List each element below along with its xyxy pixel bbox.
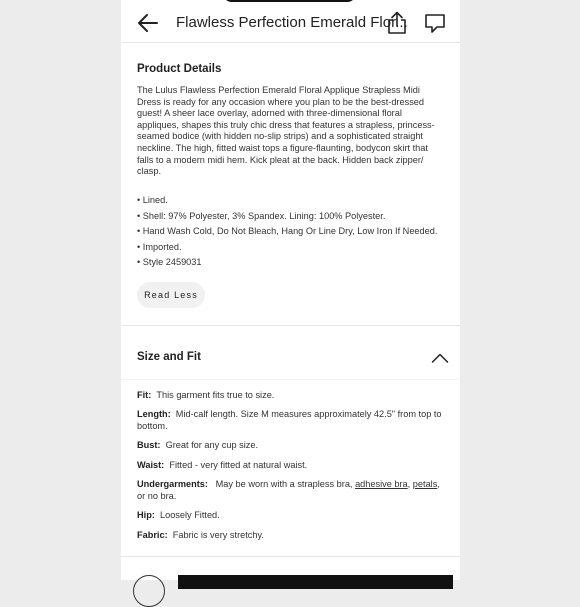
undergarments-separator: , (407, 479, 411, 489)
bottom-banner (178, 575, 453, 589)
bust-row (137, 440, 447, 452)
product-details-heading: Product Details (137, 63, 222, 75)
arrow-left-icon[interactable] (137, 12, 159, 34)
fit-row (137, 390, 447, 402)
undergarments-label: Undergarments: (137, 479, 208, 489)
bullet-imported: • Imported. (137, 241, 182, 252)
page-title: Flawless Perfection Emerald Flor... (176, 14, 408, 31)
bust-label: Bust: (137, 440, 161, 450)
fabric-label: Fabric: (137, 530, 168, 540)
length-value: Mid-calf length. Size M measures approximately 42.5" from top to bottom. (137, 409, 442, 431)
hip-row (137, 510, 447, 522)
bullet-material: • Shell: 97% Polyester, 3% Spandex. Lining: 100% Polyester. (137, 210, 386, 221)
hip-label: Hip: (137, 510, 155, 520)
fabric-value: Fabric is very stretchy. (172, 530, 264, 540)
avatar[interactable] (133, 575, 165, 607)
bullet-style: • Style 2459031 (137, 257, 202, 267)
adhesive-bra-link[interactable]: adhesive bra (355, 479, 408, 489)
section-divider (121, 325, 460, 326)
waist-label: Waist: (137, 460, 165, 470)
share-icon[interactable] (386, 11, 408, 35)
fit-label: Fit: (137, 390, 152, 400)
undergarments-row (137, 479, 447, 502)
waist-row (137, 460, 447, 472)
undergarments-suffix: , or no bra. (137, 479, 440, 501)
chevron-up-icon[interactable] (431, 351, 449, 363)
read-less-button[interactable]: Read Less (137, 282, 205, 308)
section-divider-light (121, 379, 460, 380)
waist-value: Fitted - very fitted at natural waist. (169, 460, 308, 470)
product-description: The Lulus Flawless Perfection Emerald Floral Applique Strapless Midi Dress is ready for any occasion where you plan to be the best-dressed guest! A sheer lace overlay, adorned with three-dimensional floral appliques, shapes this truly chic dress that features a strapless, princess-seamed bodice (with hidden no-slip strips) and a sophisticated straight neckline. The high, fitted waist tops a figure-flaunting, bodycon skirt that falls to a modern midi hem. Kick pleat at the back. Hidden back zipper/ clasp. (137, 85, 435, 177)
fabric-row (137, 530, 447, 542)
header-divider (121, 42, 460, 43)
bullet-care: • Hand Wash Cold, Do Not Bleach, Hang Or Line Dry, Low Iron If Needed. (137, 226, 438, 236)
bust-value: Great for any cup size. (165, 440, 259, 450)
comment-icon[interactable] (424, 12, 446, 34)
petals-link[interactable]: petals (412, 479, 438, 489)
bottom-divider (121, 556, 460, 557)
length-row (137, 409, 447, 432)
hip-value: Loosely Fitted. (159, 510, 220, 520)
bullet-lined: • Lined. (137, 195, 168, 205)
size-fit-heading[interactable]: Size and Fit (137, 351, 201, 363)
length-label: Length: (137, 409, 171, 419)
product-screen (121, 0, 460, 580)
undergarments-prefix: May be worn with a strapless bra, (215, 479, 353, 489)
product-bullets (137, 193, 447, 271)
header (121, 0, 460, 44)
fit-value: This garment fits true to size. (156, 390, 275, 400)
